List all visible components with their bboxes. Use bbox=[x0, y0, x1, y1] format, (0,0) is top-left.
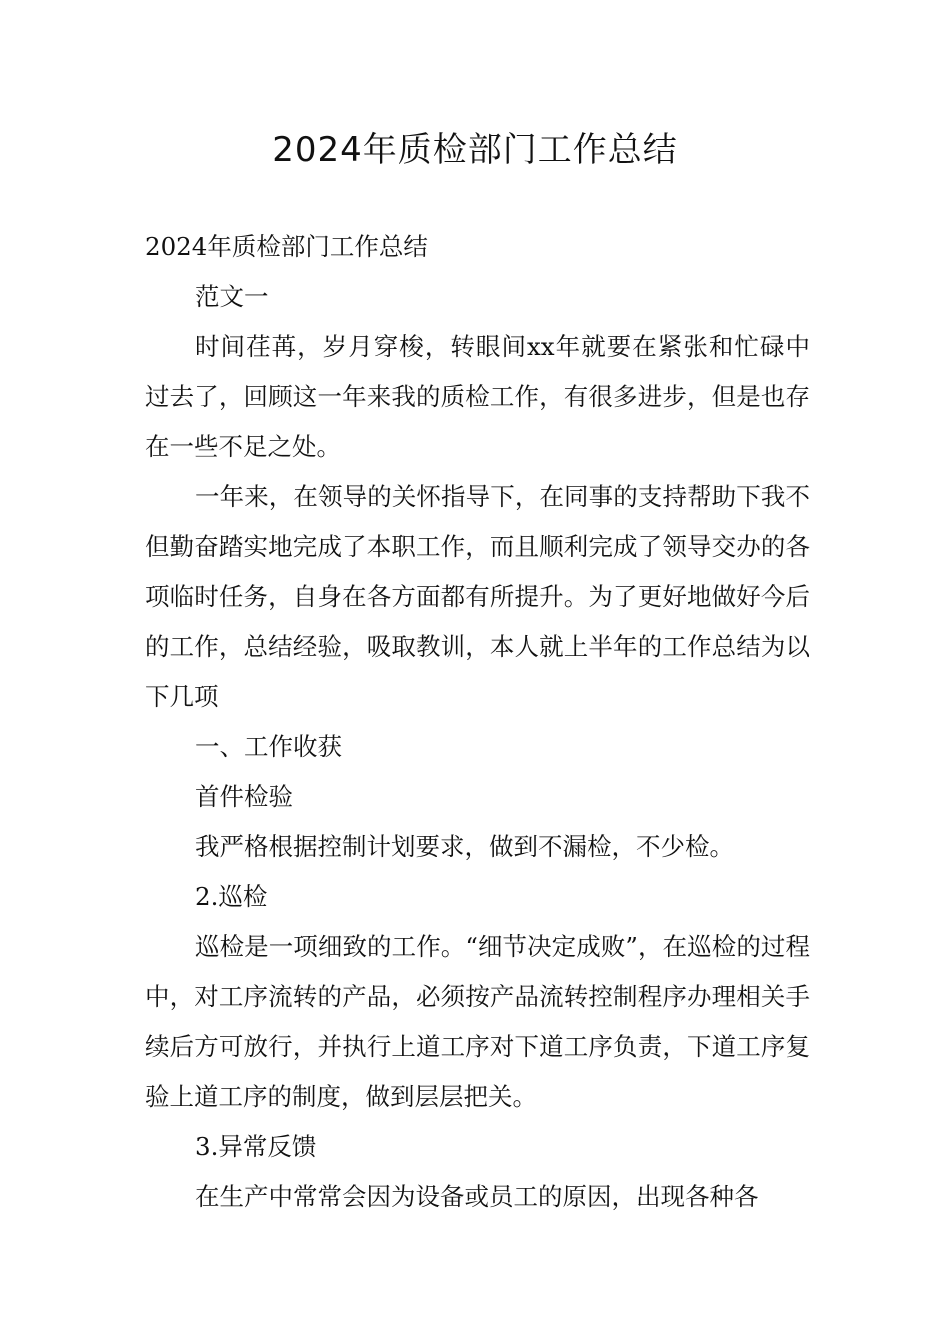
paragraph-abnormal-feedback: 在生产中常常会因为设备或员工的原因，出现各种各 bbox=[195, 1182, 759, 1211]
paragraph-overview: 一年来，在领导的关怀指导下，在同事的支持帮助下我不但勤奋踏实地完成了本职工作，而且顺利完成了领导交办的各项临时任务，自身在各方面都有所提升。为了更好地做好今后的工作，总结经验，吸取教训，本人就上半年的工作总结为以下几项 bbox=[145, 482, 810, 711]
subheading-first-article-inspection: 首件检验 bbox=[195, 782, 293, 811]
paragraph-patrol-inspection: 巡检是一项细致的工作。“细节决定成败”，在巡检的过程中，对工序流转的产品，必须按产品流转控制程序办理相关手续后方可放行，并执行上道工序对下道工序负责，下道工序复验上道工序的制度，做到层层把关。 bbox=[145, 932, 810, 1111]
section-heading-work-gains: 一、工作收获 bbox=[195, 732, 342, 761]
subheading-patrol-inspection: 2.巡检 bbox=[195, 882, 268, 911]
subheading-abnormal-feedback: 3.异常反馈 bbox=[195, 1132, 317, 1161]
paragraph-intro: 时间荏苒，岁月穿梭，转眼间xx年就要在紧张和忙碌中过去了，回顾这一年来我的质检工作，有很多进步，但是也存在一些不足之处。 bbox=[145, 332, 810, 461]
paragraph-subtitle: 2024年质检部门工作总结 bbox=[145, 232, 428, 261]
paragraph-first-article-inspection: 我严格根据控制计划要求，做到不漏检，不少检。 bbox=[195, 832, 734, 861]
document-title: 2024年质检部门工作总结 bbox=[272, 130, 678, 170]
paragraph-sample-label: 范文一 bbox=[195, 282, 269, 311]
document-body bbox=[145, 222, 810, 1222]
